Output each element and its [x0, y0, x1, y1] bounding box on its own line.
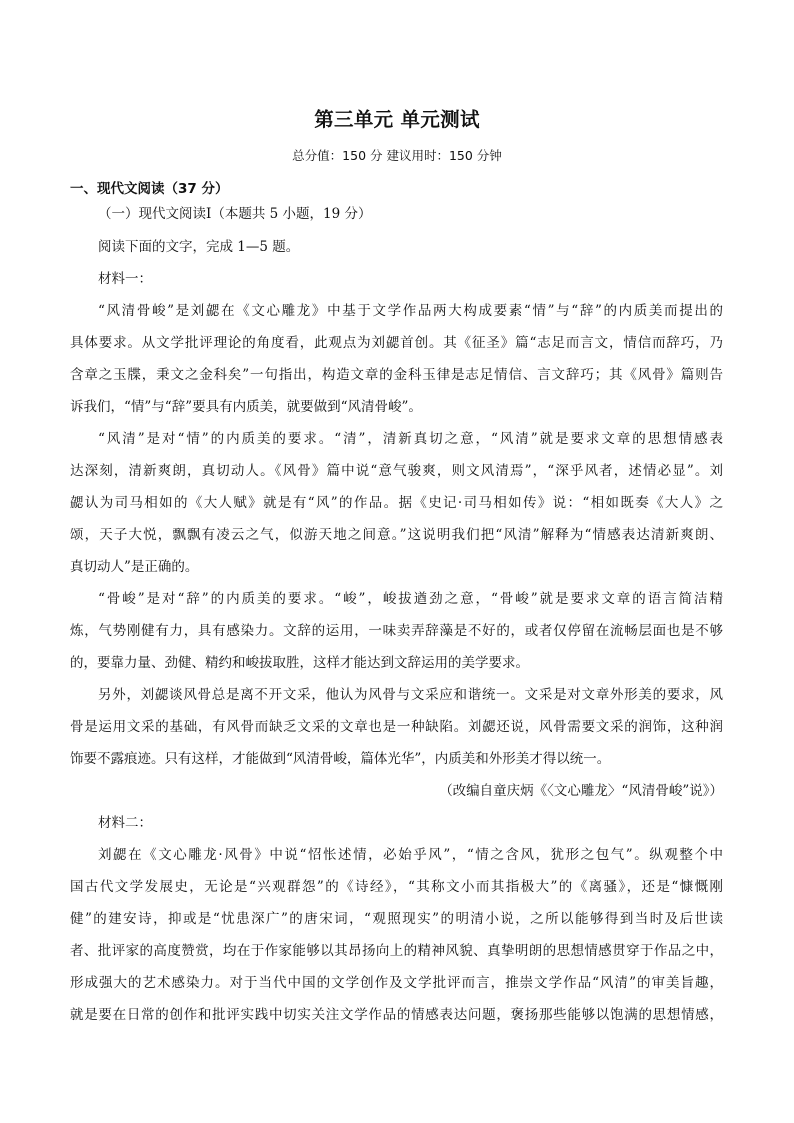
page-title: 第三单元 单元测试: [314, 108, 480, 131]
material-label-2: 材料二：: [98, 815, 152, 831]
paragraph-line: 就是要在日常的创作和批评实践中切实关注文学作品的情感表达问题，褒扬那些能够以饱满的思想情感，: [70, 1007, 723, 1023]
paragraph-line: 具体要求。从文学批评理论的角度看，此观点为刘勰首创。其《征圣》篇“志足而言文，情信而辞巧，乃: [70, 335, 723, 351]
paragraph-line: 国古代文学发展史，无论是“兴观群怨”的《诗经》，“其称文小而其指极大”的《离骚》，还是“慷慨刚: [70, 879, 723, 895]
paragraph-line: 含章之玉牒，秉文之金科矣”一句指出，构造文章的金科玉律是志足情信、言文辞巧；其《风骨》篇则告: [70, 367, 723, 383]
paragraph-line: 饰要不露痕迹。只有这样，才能做到“风清骨峻，篇体光华”，内质美和外形美才得以统一。: [70, 751, 611, 767]
paragraph-line: “风清”是对“情”的内质美的要求。“清”，清新真切之意，“风清”就是要求文章的思想情感表: [98, 431, 723, 447]
paragraph-line: 形成强大的艺术感染力。对于当代中国的文学创作及文学批评而言，推崇文学作品“风清”的审美旨趣，: [70, 975, 723, 991]
paragraph-line: 刘勰在《文心雕龙·风骨》中说“怊怅述情，必始乎风”，“情之含风，犹形之包气”。纵观整个中: [98, 847, 723, 863]
paragraph-line: 炼，气势刚健有力，具有感染力。文辞的运用，一味卖弄辞藻是不好的，或者仅停留在流畅层面也是不够: [70, 623, 723, 639]
subsection-heading: （一）现代文阅读Ⅰ（本题共 5 小题，19 分）: [98, 206, 372, 222]
paragraph-line: 诉我们，“情”与“辞”要具有内质美，就要做到“风清骨峻”。: [70, 399, 422, 415]
paragraph-line: 颂，天子大悦，飘飘有凌云之气，似游天地之间意。”这说明我们把“风清”解释为“情感表达清新爽朗、: [70, 527, 723, 543]
paragraph-line: 真切动人”是正确的。: [70, 559, 199, 575]
instruction-line: 阅读下面的文字，完成 1—5 题。: [98, 239, 300, 255]
paragraph-line: 勰认为司马相如的《大人赋》就是有“风”的作品。据《史记·司马相如传》说：“相如既奏《大人》之: [70, 495, 723, 511]
paragraph-line: 的，要靠力量、劲健、精约和峻拔取胜，这样才能达到文辞运用的美学要求。: [70, 655, 529, 671]
section-heading: 一、现代文阅读（37 分）: [70, 181, 229, 197]
paragraph-line: 骨是运用文采的基础，有风骨而缺乏文采的文章也是一种缺陷。刘勰还说，风骨需要文采的润饰，这种润: [70, 719, 723, 735]
paragraph-line: 另外，刘勰谈风骨总是离不开文采，他认为风骨与文采应和谐统一。文采是对文章外形美的要求，风: [98, 687, 723, 703]
material-label-1: 材料一：: [98, 271, 152, 287]
paragraph-line: “骨峻”是对“辞”的内质美的要求。“峻”，峻拔遒劲之意，“骨峻”就是要求文章的语言简洁精: [98, 591, 723, 607]
paragraph-line: 者、批评家的高度赞赏，均在于作家能够以其昂扬向上的精神风貌、真挚明朗的思想情感贯穿于作品之中，: [70, 943, 723, 959]
paragraph-line: “风清骨峻”是刘勰在《文心雕龙》中基于文学作品两大构成要素“情”与“辞”的内质美而提出的: [98, 303, 723, 319]
paragraph-line: 健”的建安诗，抑或是“忧患深广”的唐宋词，“观照现实”的明清小说，之所以能够得到当时及后世读: [70, 911, 723, 927]
score-time-info: 总分值：150 分 建议用时：150 分钟: [292, 148, 502, 163]
paragraph-line: 达深刻，清新爽朗，真切动人。《风骨》篇中说“意气骏爽，则文风清焉”，“深乎风者，述情必显”。刘: [70, 463, 723, 479]
source-citation: （改编自童庆炳《〈文心雕龙〉“风清骨峻”说》）: [439, 783, 723, 799]
